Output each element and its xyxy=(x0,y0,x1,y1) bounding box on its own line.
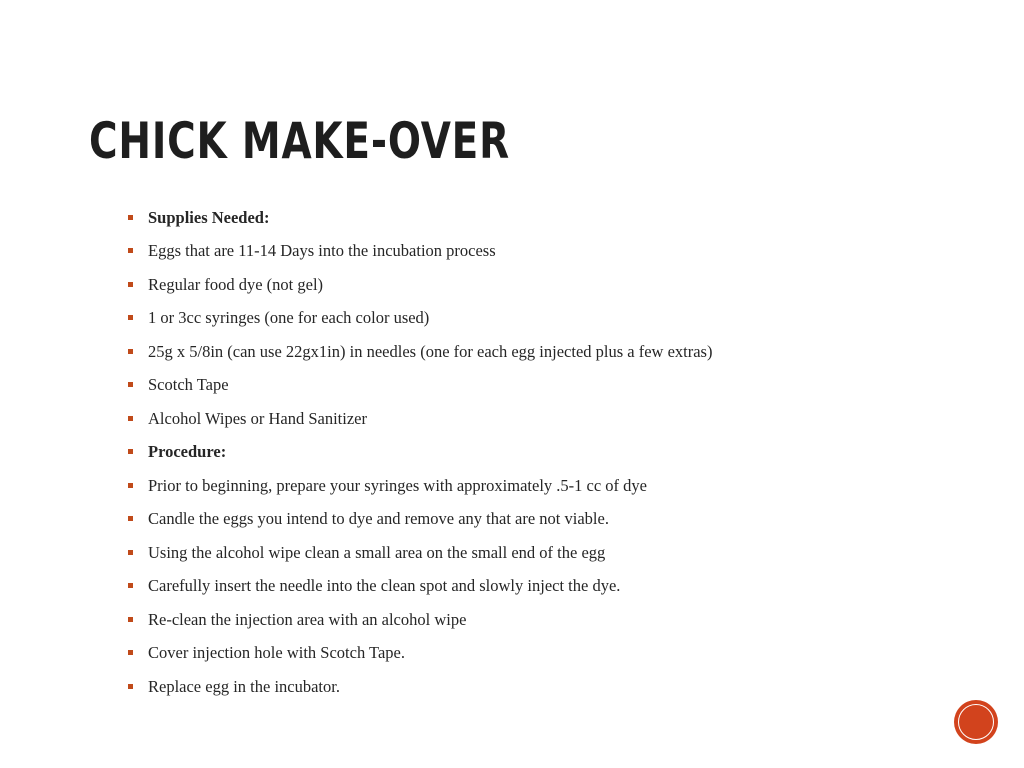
list-item xyxy=(128,637,712,671)
list-item xyxy=(128,201,712,235)
bullet-text: Cover injection hole with Scotch Tape. xyxy=(148,643,405,663)
square-bullet-icon xyxy=(128,215,133,220)
bullet-text: Supplies Needed: xyxy=(148,207,270,227)
list-item xyxy=(128,235,712,269)
slide-nav-button[interactable] xyxy=(954,700,998,744)
list-item xyxy=(128,603,712,637)
square-bullet-icon xyxy=(128,617,133,622)
list-item xyxy=(128,570,712,604)
list-item xyxy=(128,503,712,537)
square-bullet-icon xyxy=(128,382,133,387)
square-bullet-icon xyxy=(128,583,133,588)
list-item xyxy=(128,402,712,436)
bullet-text: Candle the eggs you intend to dye and remove any that are not viable. xyxy=(148,509,609,529)
square-bullet-icon xyxy=(128,550,133,555)
list-item xyxy=(128,536,712,570)
bullet-text: Re-clean the injection area with an alcohol wipe xyxy=(148,609,467,629)
square-bullet-icon xyxy=(128,483,133,488)
bullet-text: 1 or 3cc syringes (one for each color used) xyxy=(148,308,430,328)
bullet-text: 25g x 5/8in (can use 22gx1in) in needles (one for each egg injected plus a few extras) xyxy=(148,341,713,361)
list-item xyxy=(128,469,712,503)
bullet-text: Carefully insert the needle into the clean spot and slowly inject the dye. xyxy=(148,576,621,596)
square-bullet-icon xyxy=(128,684,133,689)
list-item xyxy=(128,436,712,470)
list-item xyxy=(128,335,712,369)
bullet-text: Alcohol Wipes or Hand Sanitizer xyxy=(148,408,367,428)
bullet-text: Using the alcohol wipe clean a small area on the small end of the egg xyxy=(148,542,606,562)
square-bullet-icon xyxy=(128,416,133,421)
bullet-text: Scotch Tape xyxy=(148,375,229,395)
square-bullet-icon xyxy=(128,282,133,287)
list-item xyxy=(128,670,712,704)
list-item xyxy=(128,369,712,403)
list-item xyxy=(128,268,712,302)
slide-title: CHICK MAKE-OVER xyxy=(89,112,510,170)
square-bullet-icon xyxy=(128,650,133,655)
square-bullet-icon xyxy=(128,449,133,454)
bullet-text: Eggs that are 11-14 Days into the incubation process xyxy=(148,241,496,261)
bullet-text: Prior to beginning, prepare your syringes with approximately .5-1 cc of dye xyxy=(148,475,647,495)
square-bullet-icon xyxy=(128,248,133,253)
square-bullet-icon xyxy=(128,516,133,521)
square-bullet-icon xyxy=(128,349,133,354)
list-item xyxy=(128,302,712,336)
bullet-text: Replace egg in the incubator. xyxy=(148,676,340,696)
bullet-text: Regular food dye (not gel) xyxy=(148,274,324,294)
bullet-list xyxy=(128,201,712,704)
square-bullet-icon xyxy=(128,315,133,320)
bullet-text: Procedure: xyxy=(148,442,227,462)
circle-nav-icon xyxy=(958,704,994,740)
